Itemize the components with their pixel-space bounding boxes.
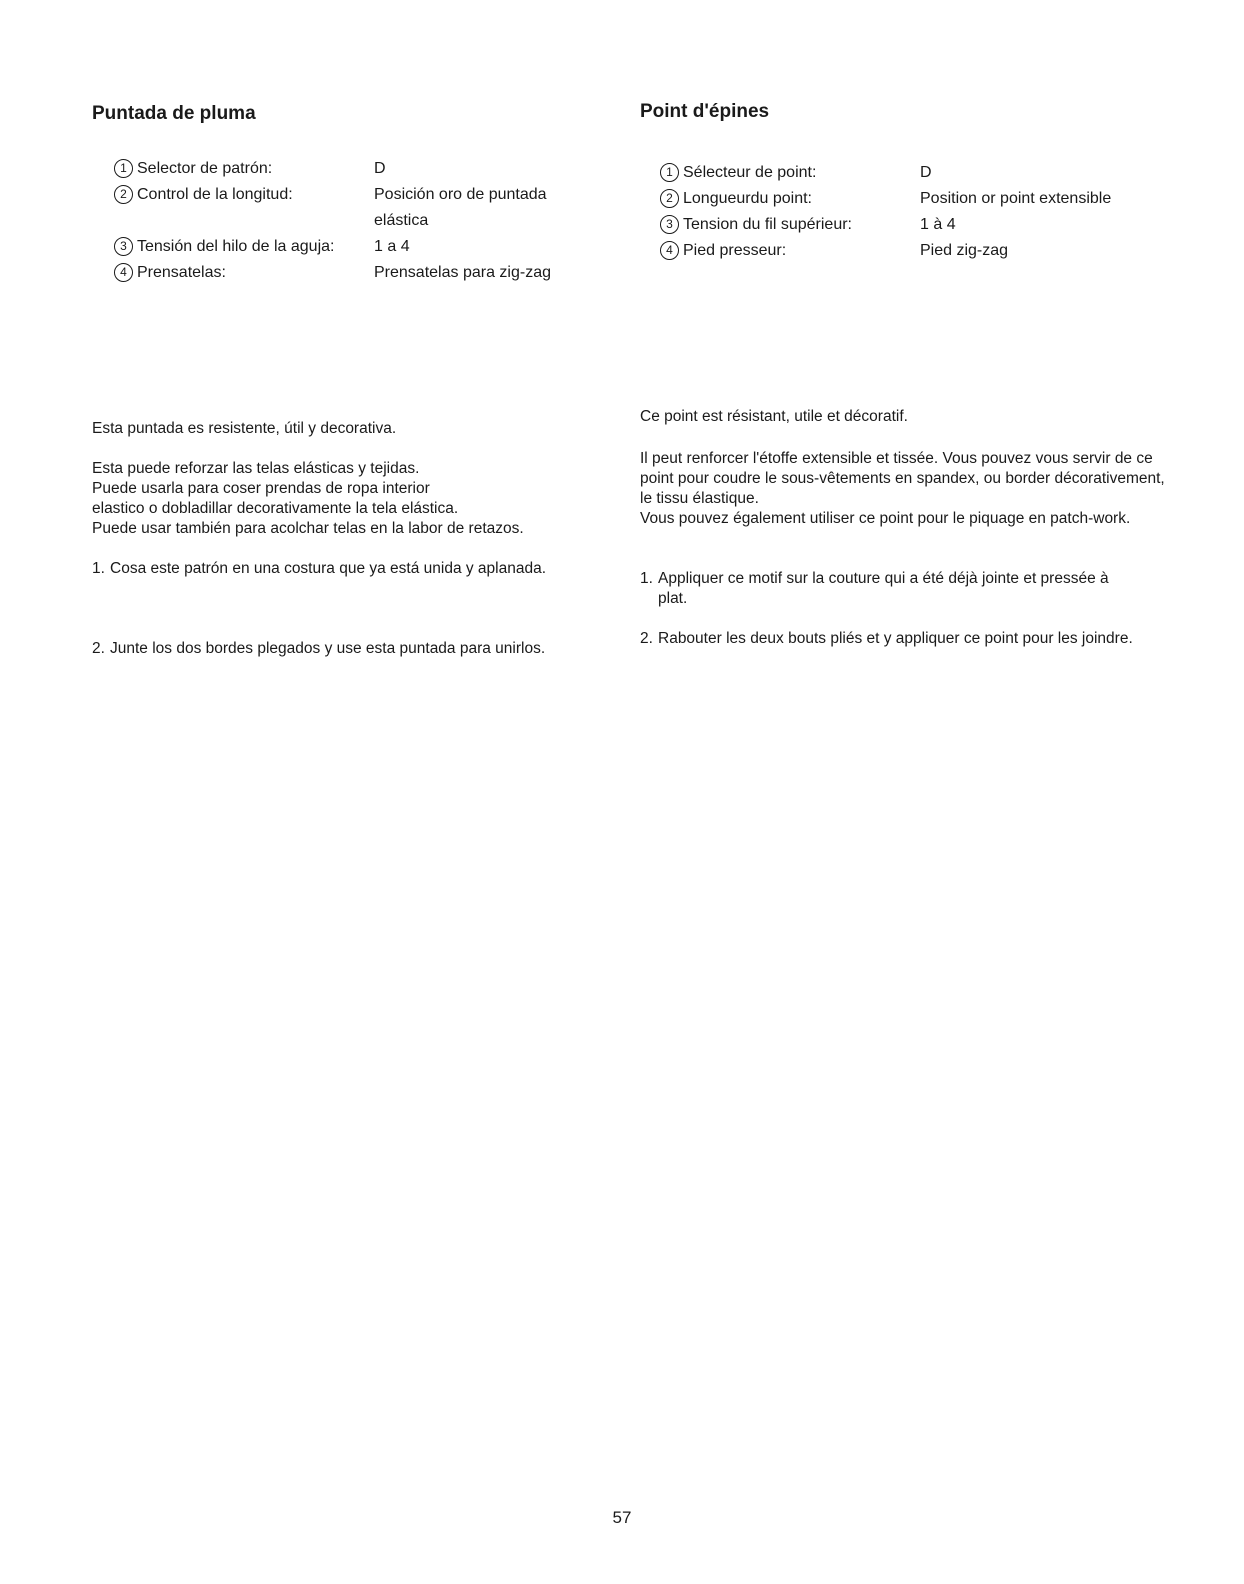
spanish-step-1: [92, 559, 580, 579]
settings-label: Longueurdu point:: [683, 190, 812, 207]
circled-number-4: 4: [114, 263, 133, 282]
settings-value: Posición oro de puntada elástica: [374, 186, 547, 229]
step-text: Cosa este patrón en una costura que ya está unida y aplanada.: [110, 560, 547, 577]
settings-label: Tension du fil supérieur:: [683, 216, 852, 233]
body-line: Vous pouvez également utiliser ce point pour le piquage en patch-work.: [640, 510, 1131, 527]
settings-value: Prensatelas para zig-zag: [374, 264, 551, 281]
settings-value: 1 à 4: [920, 216, 956, 233]
french-step-1: [640, 569, 1138, 609]
body-line: elastico o dobladillar decorativamente la tela elástica.: [92, 500, 459, 517]
settings-row-stitch-length: [660, 186, 1112, 212]
circled-number-3: 3: [660, 215, 679, 234]
page-number: 57: [612, 1508, 632, 1527]
settings-row-stitch-selector: [660, 160, 932, 186]
settings-row-upper-tension: [660, 212, 956, 238]
settings-value: 1 a 4: [374, 238, 410, 255]
settings-label: Sélecteur de point:: [683, 164, 817, 181]
settings-label: Control de la longitud:: [137, 186, 293, 203]
spanish-title: Puntada de pluma: [92, 103, 256, 124]
french-intro: Ce point est résistant, utile et décoratif.: [640, 408, 908, 425]
french-settings-list: [660, 160, 1112, 264]
body-line: Esta puede reforzar las telas elásticas y tejidas.: [92, 460, 420, 477]
body-line: Puede usarla para coser prendas de ropa interior: [92, 480, 430, 497]
step-marker: 1.: [92, 560, 105, 577]
spanish-body: [92, 459, 612, 539]
circled-number-4: 4: [660, 241, 679, 260]
settings-value: D: [920, 164, 932, 181]
settings-value: D: [374, 160, 386, 177]
circled-number-3: 3: [114, 237, 133, 256]
settings-label: Pied presseur:: [683, 242, 787, 259]
settings-value: Pied zig-zag: [920, 242, 1009, 259]
step-marker: 1.: [640, 570, 653, 587]
body-line: Puede usar también para acolchar telas en la labor de retazos.: [92, 520, 524, 537]
settings-row-presser-foot: [660, 238, 1009, 264]
french-step-2: [640, 629, 1158, 649]
spanish-intro: Esta puntada es resistente, útil y decorativa.: [92, 420, 397, 437]
spanish-settings-list: [114, 156, 551, 286]
body-line: Il peut renforcer l'étoffe extensible et tissée. Vous pouvez vous servir de ce point pour coudre le sous-vêtements en spandex, ou border décorativement, le tissu élastique.: [640, 450, 1165, 507]
settings-label: Prensatelas:: [137, 264, 226, 281]
step-text: Rabouter les deux bouts pliés et y appliquer ce point pour les joindre.: [658, 630, 1133, 647]
settings-row-presser-foot: [114, 260, 551, 286]
step-marker: 2.: [640, 630, 653, 647]
settings-label: Selector de patrón:: [137, 160, 273, 177]
spanish-step-2: [92, 639, 580, 659]
settings-row-length-control: [114, 182, 547, 234]
circled-number-1: 1: [114, 159, 133, 178]
settings-row-pattern-selector: [114, 156, 386, 182]
step-text: Junte los dos bordes plegados y use esta puntada para unirlos.: [110, 640, 546, 657]
settings-row-needle-tension: [114, 234, 410, 260]
circled-number-2: 2: [660, 189, 679, 208]
step-text: Appliquer ce motif sur la couture qui a été déjà jointe et pressée à plat.: [658, 570, 1109, 607]
settings-label: Tensión del hilo de la aguja:: [137, 238, 335, 255]
circled-number-1: 1: [660, 163, 679, 182]
french-body: [640, 449, 1180, 529]
circled-number-2: 2: [114, 185, 133, 204]
step-marker: 2.: [92, 640, 105, 657]
settings-value: Position or point extensible: [920, 190, 1112, 207]
french-title: Point d'épines: [640, 101, 770, 122]
